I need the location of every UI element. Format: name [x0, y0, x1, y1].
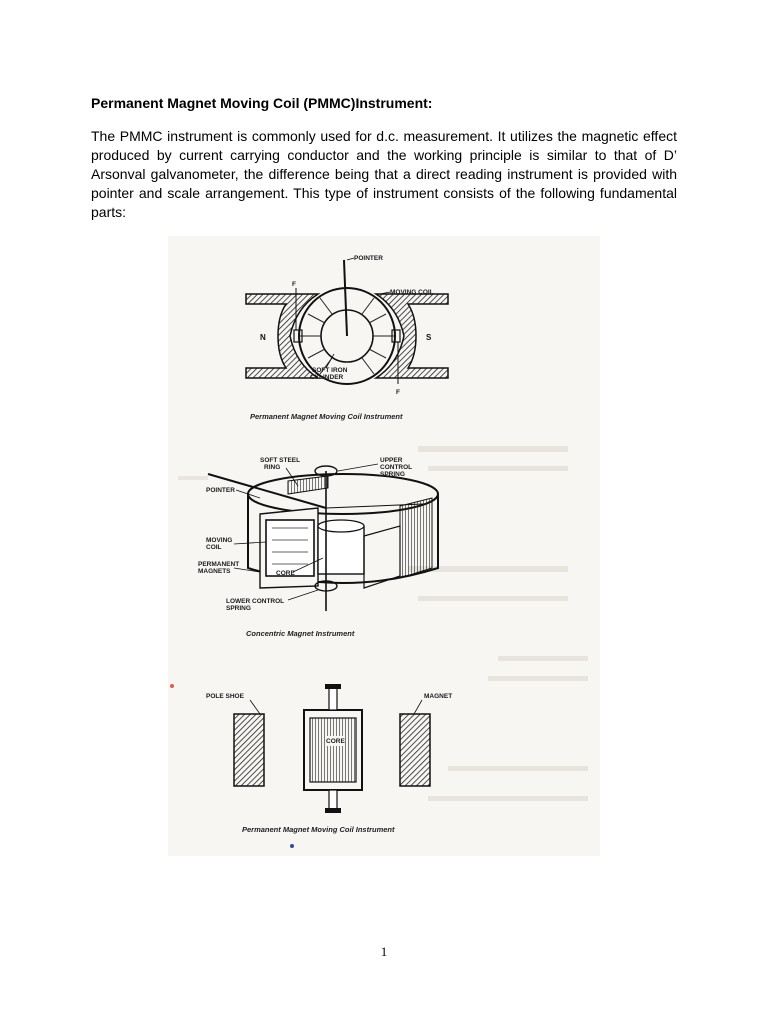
label-moving-coil: MOVING COIL [390, 289, 434, 296]
label-core-3: CORE [326, 738, 345, 745]
label-soft-steel: SOFT STEEL [260, 457, 301, 464]
caption-diagram2: Concentric Magnet Instrument [246, 629, 355, 638]
top-pivot [329, 688, 337, 710]
figure-diagrams [168, 236, 600, 856]
label-force-bottom: F [396, 389, 400, 396]
label-control: CONTROL [380, 464, 413, 471]
scan-speck-red [170, 684, 174, 688]
left-magnet-block [234, 714, 264, 786]
pmmc-top-view-diagram [206, 684, 452, 834]
permanent-magnet-right [400, 498, 432, 578]
caption-diagram3: Permanent Magnet Moving Coil Instrument [242, 825, 395, 834]
page-number: 1 [380, 944, 388, 959]
label-north-pole: N [260, 333, 266, 342]
label-ring: RING [264, 464, 281, 471]
label-permanent: PERMANENT [198, 561, 240, 568]
label-coil: COIL [206, 544, 222, 551]
pmmc-cross-section-diagram [246, 255, 448, 421]
label-soft-iron: SOFT IRON [312, 367, 348, 374]
label-spring-2: SPRING [226, 605, 251, 612]
scan-speck-blue [290, 844, 294, 848]
section-heading: Permanent Magnet Moving Coil (PMMC)Instrument: [91, 95, 433, 111]
label-spring: SPRING [380, 471, 405, 478]
label-force-top: F [292, 281, 296, 288]
moving-coil-block [266, 520, 314, 576]
permanent-magnet-back [288, 476, 328, 494]
label-cylinder: CYLINDER [310, 374, 344, 381]
label-upper: UPPER [380, 457, 403, 464]
label-pole-shoe: POLE SHOE [206, 693, 244, 700]
concentric-magnet-diagram [198, 457, 438, 638]
label-pointer: POINTER [354, 255, 383, 262]
right-magnet-block [400, 714, 430, 786]
label-pointer-2: POINTER [206, 487, 235, 494]
label-magnet: MAGNET [424, 693, 453, 700]
label-magnets: MAGNETS [198, 568, 231, 575]
scanned-figure [168, 236, 600, 856]
label-lower-control: LOWER CONTROL [226, 598, 285, 605]
bottom-pivot [329, 790, 337, 810]
core-cylinder [318, 526, 364, 574]
caption-diagram1: Permanent Magnet Moving Coil Instrument [250, 412, 403, 421]
core-block [310, 718, 356, 782]
label-moving: MOVING [206, 537, 233, 544]
label-south-pole: S [426, 333, 432, 342]
label-core-2: CORE [276, 570, 295, 577]
intro-paragraph: The PMMC instrument is commonly used for d.c. measurement. It utilizes the magnetic effect produced by current carrying conductor and the working principle is similar to that of D’ Arsonval galvanometer, the difference being that a direct reading instrument is provided with pointer and scale arrangement. This type of instrument consists of the following fundamental parts: [91, 128, 677, 220]
